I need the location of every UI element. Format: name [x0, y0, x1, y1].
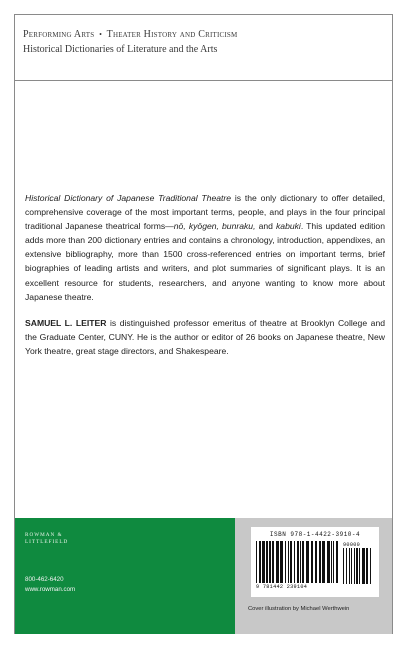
author-bio-text: is distinguished professor emeritus of theatre at Brooklyn College and the Graduate Center, CUNY. He is the author or editor of 26 books on Japanese theatre, New York theatre, great stage directors, and Shakespeare.	[25, 317, 385, 356]
barcode-digits: 9 781442 239104	[256, 584, 308, 590]
ean-barcode	[256, 541, 340, 583]
barcode-bar	[285, 541, 286, 583]
author-name: SAMUEL L. LEITER	[25, 317, 107, 328]
barcode-box	[251, 527, 379, 597]
book-description	[25, 191, 385, 304]
series-part-1: Performing Arts	[23, 29, 95, 40]
barcode-bar	[311, 541, 313, 583]
barcode-bar	[272, 541, 274, 583]
publisher-logo-line-1: ROWMAN &	[25, 532, 63, 538]
publisher-logo-line-2: LITTLEFIELD	[25, 538, 69, 545]
publisher-website: www.rowman.com	[25, 585, 76, 593]
barcode-bar	[315, 541, 317, 583]
barcode-bar	[300, 541, 301, 583]
price-barcode	[343, 548, 373, 584]
barcode-bar	[297, 541, 299, 583]
author-bio	[25, 316, 385, 358]
barcode-bar	[343, 548, 344, 584]
barcode-bar	[346, 548, 347, 584]
barcode-bar	[288, 541, 289, 583]
subseries-title: Historical Dictionaries of Literature and the Arts	[23, 44, 218, 55]
barcode-bar	[331, 541, 332, 583]
series-header	[15, 15, 392, 81]
barcode-bar	[302, 541, 304, 583]
barcode-bar	[262, 541, 265, 583]
description-text-3: . This updated edition adds more than 200 dictionary entries and contains a chronology, introduction, appendixes, an extensive bibliography, more than 1500 cross-referenced entries on important terms, brief biographies of leading artists and writers, and plot summaries of significant plays. It is an excellent resource for students, researchers, and anyone wanting to know more about Japanese theatre.	[25, 221, 385, 302]
barcode-bar	[366, 548, 368, 584]
barcode-bar	[336, 541, 338, 583]
barcode-row	[256, 541, 374, 590]
barcode-bar	[351, 548, 352, 584]
barcode-bar	[269, 541, 271, 583]
barcode-bar	[354, 548, 355, 584]
publisher-contact	[25, 575, 75, 594]
cover-credit: Cover illustration by Michael Werthwein	[248, 606, 350, 612]
barcode-bar	[319, 541, 321, 583]
barcode-bar	[359, 548, 360, 584]
publisher-panel	[15, 518, 235, 634]
barcode-bar	[322, 541, 325, 583]
barcode-bar	[290, 541, 292, 583]
barcode-bar	[333, 541, 334, 583]
series-part-2: Theater History and Criticism	[106, 29, 238, 40]
description-text-2: and	[255, 221, 276, 232]
book-title: Historical Dictionary of Japanese Traditional Theatre	[25, 193, 232, 203]
price-block	[343, 541, 373, 584]
publisher-logo	[25, 532, 68, 545]
back-cover-frame	[14, 14, 393, 634]
barcode-bar	[280, 541, 283, 583]
publisher-phone: 800-462-6420	[25, 576, 64, 583]
series-title	[23, 28, 392, 41]
back-cover-copy	[25, 191, 385, 370]
description-text-1: is the only dictionary to offer detailed, comprehensive coverage of the most important terms, people, and plays in the four principal traditional Japanese theatrical forms—	[25, 193, 385, 232]
barcode-bar	[370, 548, 371, 584]
barcode-bar	[266, 541, 268, 583]
barcode-bar	[256, 541, 257, 583]
barcode-bar	[306, 541, 309, 583]
barcode-bar	[362, 548, 365, 584]
series-bullet: •	[99, 30, 103, 39]
barcode-bar	[349, 548, 350, 584]
barcode-bar	[276, 541, 279, 583]
barcode-bar	[327, 541, 330, 583]
barcode-panel	[235, 518, 392, 634]
barcode-bar	[294, 541, 295, 583]
price-digits: 90000	[343, 542, 361, 548]
barcode-bar	[259, 541, 261, 583]
theatre-forms-2: kabuki	[276, 221, 301, 232]
barcode-bar	[356, 548, 358, 584]
ean-block	[256, 541, 340, 590]
theatre-forms-1: nō, kyōgen, bunraku,	[173, 221, 256, 232]
isbn-label: ISBN 978-1-4422-3910-4	[269, 531, 361, 538]
